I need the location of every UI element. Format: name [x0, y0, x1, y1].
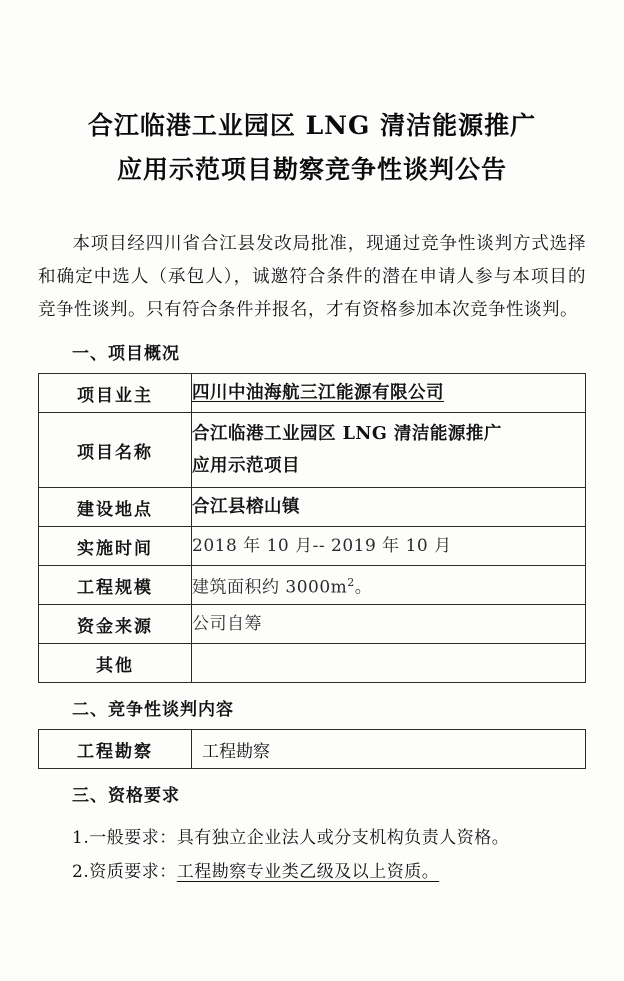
document-title: [38, 0, 586, 192]
section-heading-qualification: 三、资格要求: [72, 786, 180, 806]
table-row: [39, 413, 586, 488]
row-label-location: 建设地点: [39, 488, 192, 527]
row-label-other: 其他: [39, 644, 192, 683]
row-value-scale: 建筑面积约 $3000m^2$。: [192, 566, 586, 605]
negotiation-content-table: [38, 729, 586, 769]
row-value-schedule: 2018 年 10 月-- 2019 年 10 月: [192, 527, 586, 566]
table-row: [39, 730, 586, 769]
row-value-project-name: [192, 413, 586, 488]
section-heading-negotiation: 二、竞争性谈判内容: [72, 700, 234, 720]
table-row: [39, 566, 586, 605]
requirement-qualification-prefix: 2.资质要求：: [72, 862, 177, 882]
table-row: [39, 488, 586, 527]
requirement-list: [38, 821, 586, 889]
row-value-other: [192, 644, 586, 683]
requirement-item-general: [72, 821, 586, 855]
requirement-item-qualification: [72, 855, 586, 889]
row-label-project-name: 项目名称: [39, 413, 192, 488]
owner-value-text: 四川中油海航三江能源有限公司: [192, 383, 444, 403]
title-line-2: 应用示范项目勘察竞争性谈判公告: [116, 155, 507, 184]
location-value-text: 合江县榕山镇: [192, 497, 300, 517]
project-name-line-1: 合江临港工业园区 LNG 清洁能源推广: [192, 424, 502, 444]
project-overview-table: [38, 373, 586, 683]
row-value-location: [192, 488, 586, 527]
table-row: [39, 605, 586, 644]
intro-paragraph: [38, 228, 586, 327]
requirement-qualification-text: 工程勘察专业类乙级及以上资质。: [176, 862, 440, 882]
section-heading-overview: 一、项目概况: [72, 344, 180, 364]
table-row: [39, 644, 586, 683]
row-label-owner: 项目业主: [39, 374, 192, 413]
row-label-survey: 工程勘察: [39, 730, 192, 769]
title-line-1: 合江临港工业园区 LNG 清洁能源推广: [87, 111, 537, 140]
project-name-line-2: 应用示范项目: [192, 456, 300, 476]
intro-text: 本项目经四川省合江县发改局批准，现通过竞争性谈判方式选择和确定中选人（承包人），诚邀符合条件的潜在申请人参与本项目的竞争性谈判。只有符合条件并报名，才有资格参加本次竞争性谈判。: [38, 234, 586, 320]
row-value-funding: 公司自筹: [192, 605, 586, 644]
row-value-survey: 工程勘察: [192, 730, 586, 769]
row-label-scale: 工程规模: [39, 566, 192, 605]
row-value-owner: [192, 374, 586, 413]
table-row: [39, 374, 586, 413]
requirement-general-prefix: 1.一般要求：: [72, 828, 177, 848]
table-row: [39, 527, 586, 566]
row-label-funding: 资金来源: [39, 605, 192, 644]
row-label-schedule: 实施时间: [39, 527, 192, 566]
requirement-general-text: 具有独立企业法人或分支机构负责人资格。: [176, 828, 510, 848]
